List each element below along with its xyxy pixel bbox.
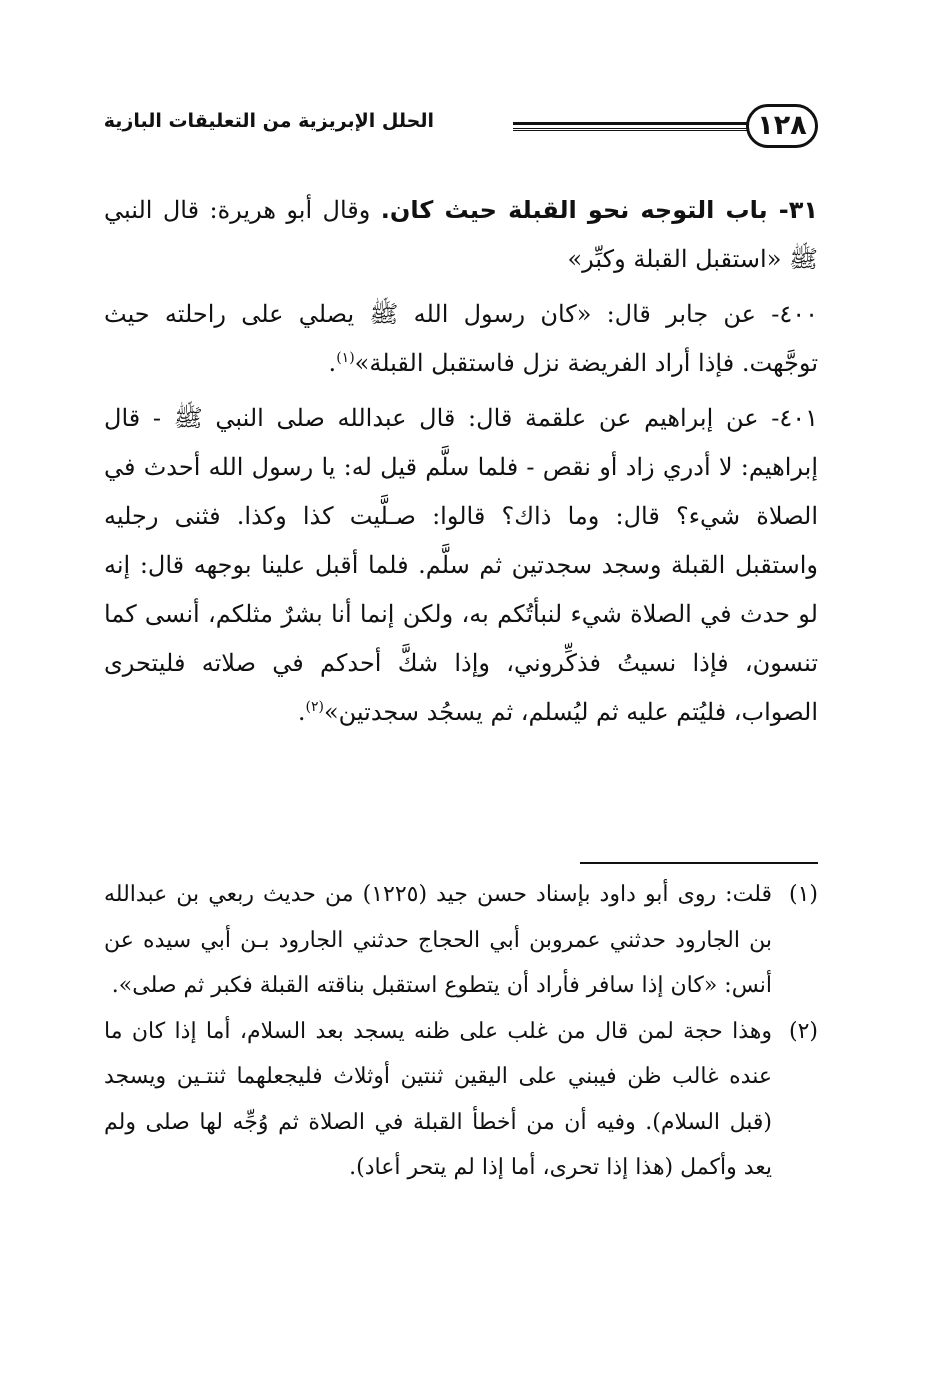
hadith-401-end: .: [297, 698, 306, 726]
chapter-paragraph: [104, 186, 818, 284]
running-header: [104, 104, 818, 154]
footnote-number: (١): [788, 882, 818, 907]
hadith-400: [104, 290, 818, 388]
chapter-text: وقال أبو هريرة: قال النبي ﷺ «استقبل القبلة وكبِّر»: [104, 196, 818, 273]
hadith-400-end: .: [328, 349, 337, 377]
running-title: الحلل الإبريزية من التعليقات البازية: [103, 110, 434, 132]
footnotes: [104, 872, 818, 1191]
footnote-2: [104, 1009, 818, 1191]
footnote-text: وهذا حجة لمن قال من غلب على ظنه يسجد بعد السلام، أما إذا كان ما عنده غالب ظن فيبني على اليقين ثنتين أوثلاث فليجعلهما ثنتـين ويسجد (قبل السلام). وفيه أن من أخطأ القبلة في الصلاة ثم وُجِّه لها صلى ولم يعد وأكمل (هذا إذا تحرى، أما إذا لم يتحر أعاد).: [104, 1018, 772, 1180]
header-rule: [513, 122, 748, 129]
footnote-rule: [580, 862, 818, 864]
hadith-401-text: ٤٠١- عن إبراهيم عن علقمة قال: قال عبدالله صلى النبي ﷺ - قال إبراهيم: لا أدري زاد أو نقص - فلما سلَّم قيل له: يا رسول الله أحدث في الصلاة شيء؟ قال: وما ذاك؟ قالوا: صـلَّيت كذا وكذا. فثنى رجليه واستقبل القبلة وسجد سجدتين ثم سلَّم. فلما أقبل علينا بوجهه قال: إنه لو حدث في الصلاة شيء لنبأتُكم به، ولكن إنما أنا بشرٌ مثلكم، أنسى كما تنسون، فإذا نسيتُ فذكِّروني، وإذا شكَّ أحدكم في صلاته فليتحرى الصواب، فليُتم عليه ثم ليُسلم، ثم يسجُد سجدتين»: [104, 404, 818, 726]
footnote-ref-1: (١): [336, 350, 355, 366]
footnote-1: [104, 872, 818, 1009]
footnote-number: (٢): [788, 1018, 818, 1044]
chapter-heading: ٣١- باب التوجه نحو القبلة حيث كان.: [380, 196, 818, 224]
main-text: [104, 186, 818, 743]
page-number: ١٢٨: [746, 104, 818, 148]
header-rule-thin: [513, 130, 748, 131]
hadith-400-text: ٤٠٠- عن جابر قال: «كان رسول الله ﷺ يصلي على راحلته حيث توجَّهت. فإذا أراد الفريضة نزل فاستقبل القبلة»: [104, 300, 818, 377]
hadith-401: [104, 394, 818, 737]
footnote-text: قلت: روى أبو داود بإسناد حسن جيد (١٢٢٥) من حديث ربعي بن عبدالله بن الجارود حدثني عمروبن أبي الحجاج حدثني الجارود بـن أبي سيده عن أنس: «كان إذا سافر فأراد أن يتطوع استقبل بناقته القبلة فكبر ثم صلى».: [104, 882, 772, 998]
footnote-ref-2: (٢): [305, 699, 324, 715]
